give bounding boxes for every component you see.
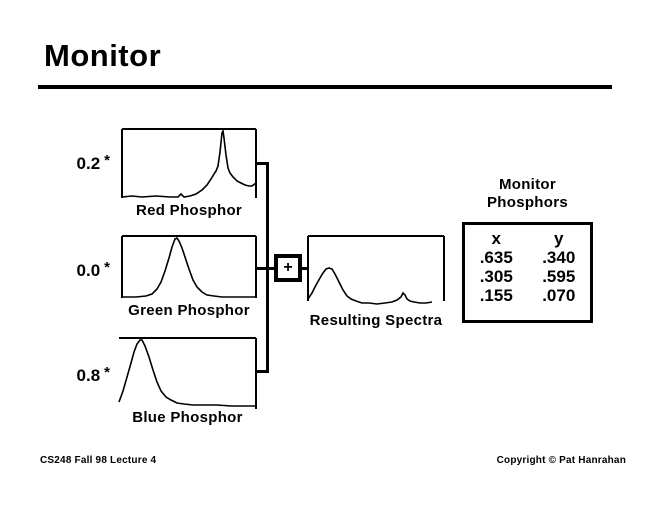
sum-operator-box [274,254,302,282]
blue-spectrum-curve [119,340,256,406]
green-phosphor-plot [121,235,257,300]
plus-icon: + [283,259,293,276]
sum-bracket-bottom-stub [255,370,269,373]
page-title: Monitor [44,38,162,73]
plot-frame [122,129,256,198]
red-coefficient-value: 0.2 [76,154,101,173]
phosphor-table [462,222,593,323]
red-phosphor-plot [121,128,257,200]
blue-phosphor-label: Blue Phosphor [132,409,243,426]
table-cell: .070 [542,286,576,305]
plot-frame [119,338,256,409]
table-row [465,286,590,305]
blue-coefficient-value: 0.8 [76,366,101,385]
green-phosphor-label: Green Phosphor [128,302,250,319]
table-cell: .305 [479,267,513,286]
resulting-spectrum-curve [308,268,432,304]
green-spectrum-curve [122,238,256,297]
red-coefficient [48,152,110,174]
title-rule [38,85,612,89]
resulting-spectra-plot [307,235,445,309]
red-phosphor-label: Red Phosphor [135,202,243,219]
red-spectrum-curve [122,131,256,197]
table-cell: .155 [479,286,513,305]
blue-phosphor-plot [118,337,257,411]
monitor-phosphors-heading [462,176,593,212]
multiply-star-icon: * [104,364,110,381]
green-coefficient-value: 0.0 [76,261,101,280]
sum-bracket-top-stub [255,162,269,165]
multiply-star-icon: * [104,152,110,169]
footer-course-info: CS248 Fall 98 Lecture 4 [40,455,157,466]
column-header-x: x [491,229,501,248]
table-cell: .595 [542,267,576,286]
green-coefficient [48,259,110,281]
sum-bracket-mid-connector [255,267,274,270]
footer-copyright: Copyright © Pat Hanrahan [496,455,626,466]
heading-line-2: Phosphors [486,194,569,211]
table-header-row [465,229,590,248]
column-header-y: y [554,229,564,248]
blue-coefficient [48,364,110,386]
table-row [465,267,590,286]
multiply-star-icon: * [104,259,110,276]
table-cell: .340 [542,248,576,267]
table-row [465,248,590,267]
resulting-spectra-label: Resulting Spectra [309,312,443,329]
table-cell: .635 [479,248,513,267]
heading-line-1: Monitor [498,176,557,193]
